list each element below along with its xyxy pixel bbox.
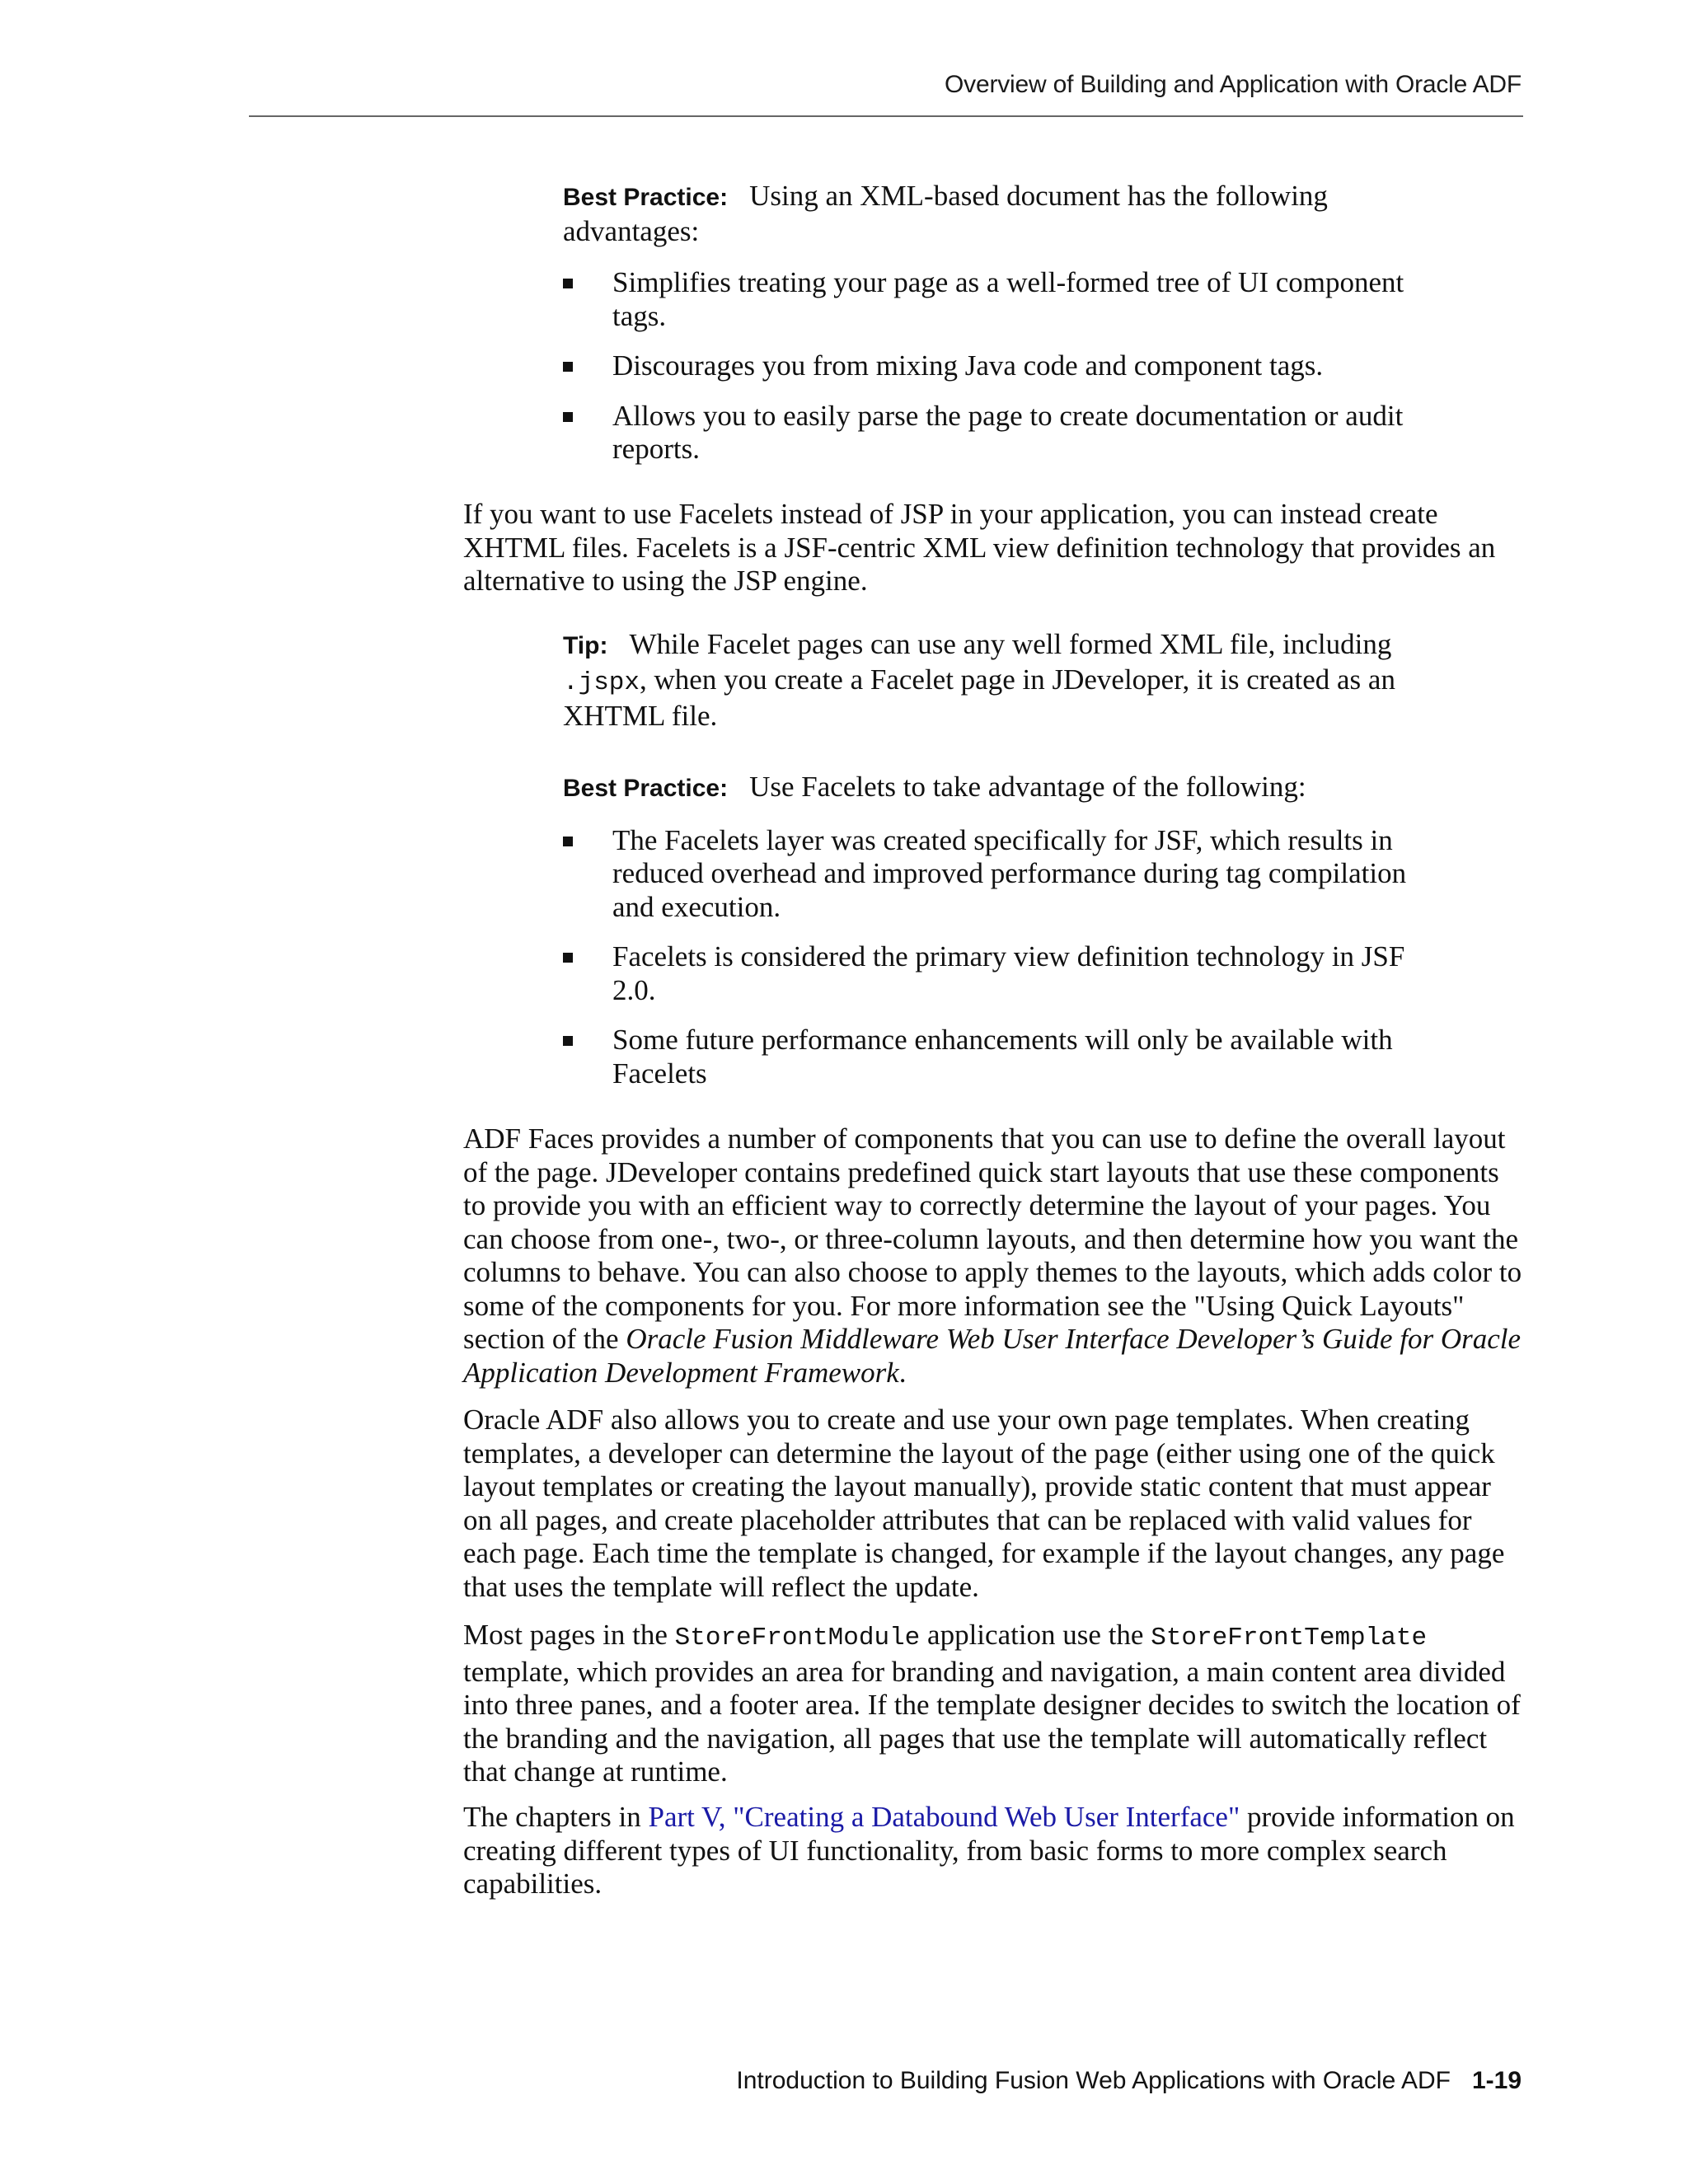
tip-note	[563, 628, 1430, 733]
storefront-template-code: StoreFrontTemplate	[1151, 1624, 1428, 1652]
header-title: Overview of Building and Application with Oracle ADF	[945, 71, 1522, 98]
storefront-text-1: Most pages in the	[463, 1619, 675, 1651]
list-item	[563, 266, 1430, 333]
bullet-square-icon	[563, 279, 573, 288]
paragraph-layouts-end: .	[898, 1356, 907, 1389]
page-number: 1-19	[1471, 2067, 1522, 2094]
best-practice-intro-text-2: Use Facelets to take advantage of the following:	[749, 771, 1306, 803]
list-item-text: Facelets is considered the primary view definition technology in JSF 2.0.	[612, 940, 1405, 1006]
paragraph-layouts-text	[463, 1122, 1526, 1390]
paragraph-chapters-text	[463, 1801, 1526, 1901]
paragraph-storefront-text	[463, 1619, 1526, 1789]
book-title: Oracle Fusion Middleware Web User Interface Developer’s Guide for Oracle Application Development Framework	[463, 1323, 1522, 1389]
best-practice-list-1	[563, 266, 1430, 466]
best-practice-note-1	[563, 180, 1430, 483]
bullet-square-icon	[563, 837, 573, 846]
list-item	[563, 349, 1430, 383]
storefront-module-code: StoreFrontModule	[674, 1624, 921, 1652]
page-footer	[736, 2067, 1522, 2095]
list-item	[563, 400, 1430, 466]
tip-label: Tip:	[563, 632, 608, 659]
bullet-square-icon	[563, 412, 573, 422]
bullet-square-icon	[563, 1036, 573, 1046]
paragraph-templates	[463, 1404, 1526, 1604]
storefront-text-3: template, which provides an area for branding and navigation, a main content area divided into three panes, and a footer area. If the template designer decides to switch the location of the branding and the navigation, all pages that use the template will automatically reflect that change at runtime.	[463, 1655, 1521, 1788]
best-practice-note-2	[563, 771, 1430, 1107]
paragraph-facelets	[463, 498, 1526, 598]
paragraph-layouts-body: ADF Faces provides a number of components that you can use to define the overall layout of the page. JDeveloper contains predefined quick start layouts that use these components to provide you with an efficient way to correctly determine the layout of your pages. You can choose from one-, two-, or three-column layouts, and then determine how you want the columns to behave. You can also choose to apply themes to the layouts, which adds color to some of the components for you. For more information see the "Using Quick Layouts" section of the	[463, 1122, 1522, 1355]
best-practice-intro-2	[563, 771, 1430, 806]
list-item-text: Allows you to easily parse the page to create documentation or audit reports.	[612, 399, 1404, 465]
storefront-text-2: application use the	[920, 1619, 1151, 1651]
tip-text-before: While Facelet pages can use any well formed XML file, including	[629, 628, 1392, 660]
best-practice-label-2: Best Practice:	[563, 775, 729, 802]
list-item-text: Some future performance enhancements will only be available with Facelets	[612, 1024, 1393, 1090]
list-item-text: Discourages you from mixing Java code and component tags.	[612, 349, 1324, 382]
paragraph-chapters	[463, 1801, 1526, 1901]
list-item	[563, 1024, 1430, 1090]
header-rule	[249, 115, 1523, 117]
list-item-text: The Facelets layer was created specifically for JSF, which results in reduced overhead and improved performance during tag compilation and execution.	[612, 823, 1407, 923]
best-practice-intro-text-1: Using an XML-based document has the following advantages:	[563, 180, 1328, 247]
tip-code: .jspx	[563, 668, 640, 697]
chapters-text-1: The chapters in	[463, 1801, 649, 1833]
paragraph-facelets-text: If you want to use Facelets instead of JSP in your application, you can instead create XHTML files. Facelets is a JSF-centric XML view definition technology that provides an alternative to using the JSP engine.	[463, 498, 1496, 597]
list-item-text: Simplifies treating your page as a well-formed tree of UI component tags.	[612, 266, 1404, 332]
best-practice-intro-1	[563, 180, 1430, 248]
tip-text-after: , when you create a Facelet page in JDeveloper, it is created as an XHTML file.	[563, 663, 1395, 732]
part-v-link[interactable]: Part V, "Creating a Databound Web User Interface"	[648, 1801, 1240, 1833]
paragraph-storefront	[463, 1619, 1526, 1789]
bullet-square-icon	[563, 953, 573, 963]
best-practice-label-1: Best Practice:	[563, 184, 729, 211]
bullet-square-icon	[563, 362, 573, 372]
best-practice-list-2	[563, 824, 1430, 1091]
footer-title: Introduction to Building Fusion Web Applications with Oracle ADF	[736, 2067, 1451, 2094]
paragraph-templates-text: Oracle ADF also allows you to create and use your own page templates. When creating templates, a developer can determine the layout of the page (either using one of the quick layout templates or creating the layout manually), provide static content that must appear on all pages, and create placeholder attributes that can be replaced with valid values for each page. Each time the template is changed, for example if the layout changes, any page that uses the template will reflect the update.	[463, 1404, 1505, 1603]
paragraph-layouts	[463, 1122, 1526, 1390]
list-item	[563, 824, 1430, 925]
chapters-text-2: provide information on creating different types of UI functionality, from basic forms to more complex search capabilities.	[463, 1801, 1515, 1900]
list-item	[563, 940, 1430, 1007]
